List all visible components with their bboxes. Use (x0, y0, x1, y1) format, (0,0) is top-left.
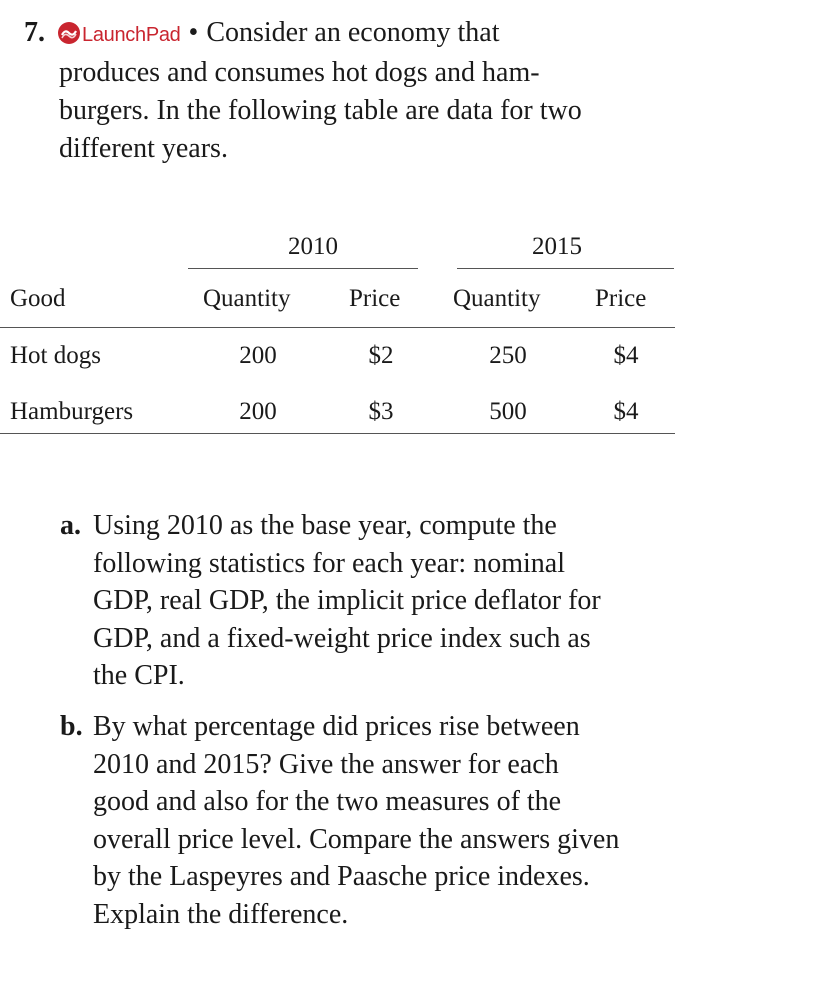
data-table (0, 0, 832, 460)
header-price-2010: Price (349, 285, 401, 312)
launchpad-brand: LaunchPad (82, 24, 181, 46)
part-a-line: the CPI. (93, 660, 185, 691)
header-price-2015: Price (595, 285, 647, 312)
part-a-line: following statistics for each year: nominal (93, 547, 565, 579)
row-price-2015: $4 (613, 342, 639, 369)
header-quantity-2015: Quantity (453, 285, 541, 312)
part-a-line: GDP, real GDP, the implicit price deflator for (93, 585, 601, 616)
year-header-2010: 2010 (288, 233, 338, 260)
row-good: Hamburgers (10, 398, 134, 425)
question-line-1: Consider an economy that (206, 17, 500, 48)
part-b-line: Explain the difference. (93, 898, 349, 930)
header-good: Good (10, 285, 66, 312)
question-line-4: different years. (59, 133, 228, 164)
year-2010-rule (188, 268, 418, 269)
row-quantity-2015: 250 (489, 342, 527, 369)
row-quantity-2015: 500 (489, 398, 527, 425)
part-b-line: overall price level. Compare the answers given (93, 823, 620, 855)
part-a (60, 507, 800, 695)
bullet: • (188, 17, 199, 48)
header-quantity-2010: Quantity (203, 285, 291, 312)
year-2015-rule (457, 268, 674, 269)
question-number: 7. (24, 17, 45, 48)
year-header-2015: 2015 (532, 233, 582, 260)
header-rule (0, 327, 675, 328)
row-good: Hot dogs (10, 342, 101, 369)
row-price-2010: $2 (368, 342, 394, 369)
row-quantity-2010: 200 (239, 398, 277, 425)
question-line-3: burgers. In the following table are data for two (59, 95, 582, 126)
part-b-line: By what percentage did prices rise between (93, 711, 580, 742)
row-price-2015: $4 (613, 398, 639, 425)
row-price-2010: $3 (368, 398, 394, 425)
part-b-label: b. (60, 711, 83, 742)
part-a-line: Using 2010 as the base year, compute the (93, 510, 557, 541)
row-quantity-2010: 200 (239, 342, 277, 369)
table-bottom-rule (0, 433, 675, 434)
question-line-2: produces and consumes hot dogs and ham- (59, 57, 540, 88)
part-b (60, 708, 800, 933)
part-a-label: a. (60, 510, 81, 541)
part-b-line: 2010 and 2015? Give the answer for each (93, 748, 559, 780)
part-a-line: GDP, and a fixed-weight price index such as (93, 622, 591, 654)
part-b-line: good and also for the two measures of the (93, 786, 562, 817)
part-b-line: by the Laspeyres and Paasche price indexes. (93, 861, 590, 892)
